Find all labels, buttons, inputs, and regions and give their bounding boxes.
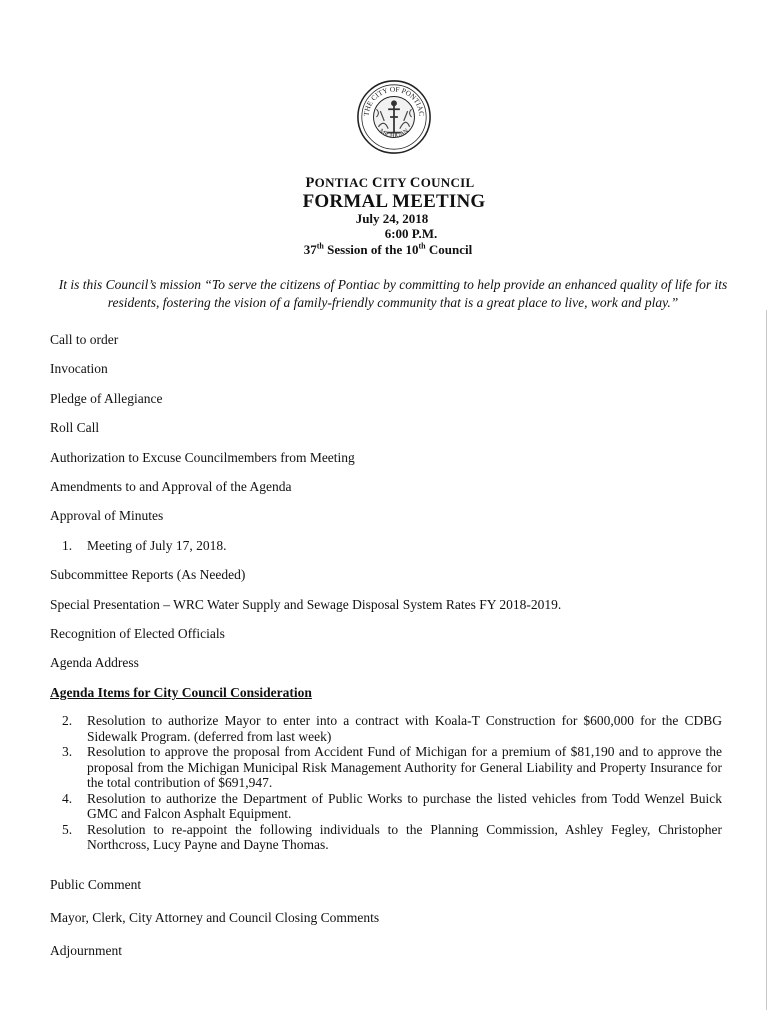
meeting-time: 6:00 P.M. bbox=[384, 226, 438, 241]
mission-statement: It is this Council’s mission “To serve the citizens of Pontiac by committing to help provide an enhanced quality of life for its residents, fostering the vision of a family-friendly community that is a great place to live, work and play.” bbox=[58, 277, 728, 310]
list-item-text: Resolution to authorize Mayor to enter into a contract with Koala-T Construction for $600,000 for the CDBG Sidewalk Program. (deferred from last week) bbox=[87, 713, 722, 744]
agenda-invocation: Invocation bbox=[50, 361, 108, 376]
list-item bbox=[62, 713, 722, 744]
agenda-recognition: Recognition of Elected Officials bbox=[50, 626, 225, 641]
council-name: PONTIAC CITY COUNCIL bbox=[305, 175, 475, 191]
agenda-minutes: Approval of Minutes bbox=[50, 508, 164, 523]
list-item bbox=[62, 822, 722, 853]
minutes-list bbox=[62, 538, 722, 554]
agenda-special-presentation: Special Presentation – WRC Water Supply and Sewage Disposal System Rates FY 2018-2019. bbox=[50, 597, 562, 612]
list-item-text: Resolution to authorize the Department of Public Works to purchase the listed vehicles from Todd Wenzel Buick GMC and Falcon Asphalt Equipment. bbox=[87, 790, 722, 821]
session-info: 37th Session of the 10th Council bbox=[303, 241, 473, 257]
agenda-call-to-order: Call to order bbox=[50, 332, 119, 347]
meeting-date: July 24, 2018 bbox=[355, 211, 429, 226]
list-item-text: Resolution to approve the proposal from Accident Fund of Michigan for a premium of $81,190 and to approve the proposal from the Michigan Municipal Risk Management Authority for General Liability and Property Insurance for the total contribution of $691,947. bbox=[87, 744, 722, 790]
agenda-pledge: Pledge of Allegiance bbox=[50, 391, 163, 406]
list-item-number: 2. bbox=[62, 713, 73, 728]
seal-top-text: THE CITY OF PONTIAC bbox=[361, 84, 427, 117]
list-item bbox=[62, 744, 722, 791]
list-item-text: Resolution to re-appoint the following individuals to the Planning Commission, Ashley Fegley, Christopher Northcross, Lucy Payne and Dayne Thomas. bbox=[87, 821, 722, 852]
agenda-items-list bbox=[62, 713, 722, 853]
seal-bottom-text: MICHIGAN bbox=[377, 127, 411, 140]
list-item-number: 4. bbox=[62, 790, 73, 806]
agenda-amendments: Amendments to and Approval of the Agenda bbox=[50, 479, 292, 494]
city-seal-logo bbox=[355, 78, 433, 156]
list-item bbox=[62, 538, 722, 554]
agenda-public-comment: Public Comment bbox=[50, 877, 142, 892]
agenda-roll-call: Roll Call bbox=[50, 420, 100, 435]
agenda-closing-comments: Mayor, Clerk, City Attorney and Council Closing Comments bbox=[50, 910, 380, 925]
list-item-number: 1. bbox=[62, 538, 73, 553]
agenda-adjournment: Adjournment bbox=[50, 943, 122, 958]
meeting-title: FORMAL MEETING bbox=[302, 191, 486, 212]
agenda-excuse: Authorization to Excuse Councilmembers from Meeting bbox=[50, 450, 355, 465]
list-item-text: Meeting of July 17, 2018. bbox=[87, 538, 227, 553]
agenda-subcommittee: Subcommittee Reports (As Needed) bbox=[50, 567, 246, 582]
list-item-number: 5. bbox=[62, 821, 73, 837]
agenda-items-heading: Agenda Items for City Council Consideration bbox=[50, 685, 312, 700]
list-item-number: 3. bbox=[62, 744, 73, 759]
scan-margin-line bbox=[766, 310, 767, 1010]
list-item bbox=[62, 791, 722, 822]
agenda-address: Agenda Address bbox=[50, 655, 139, 670]
